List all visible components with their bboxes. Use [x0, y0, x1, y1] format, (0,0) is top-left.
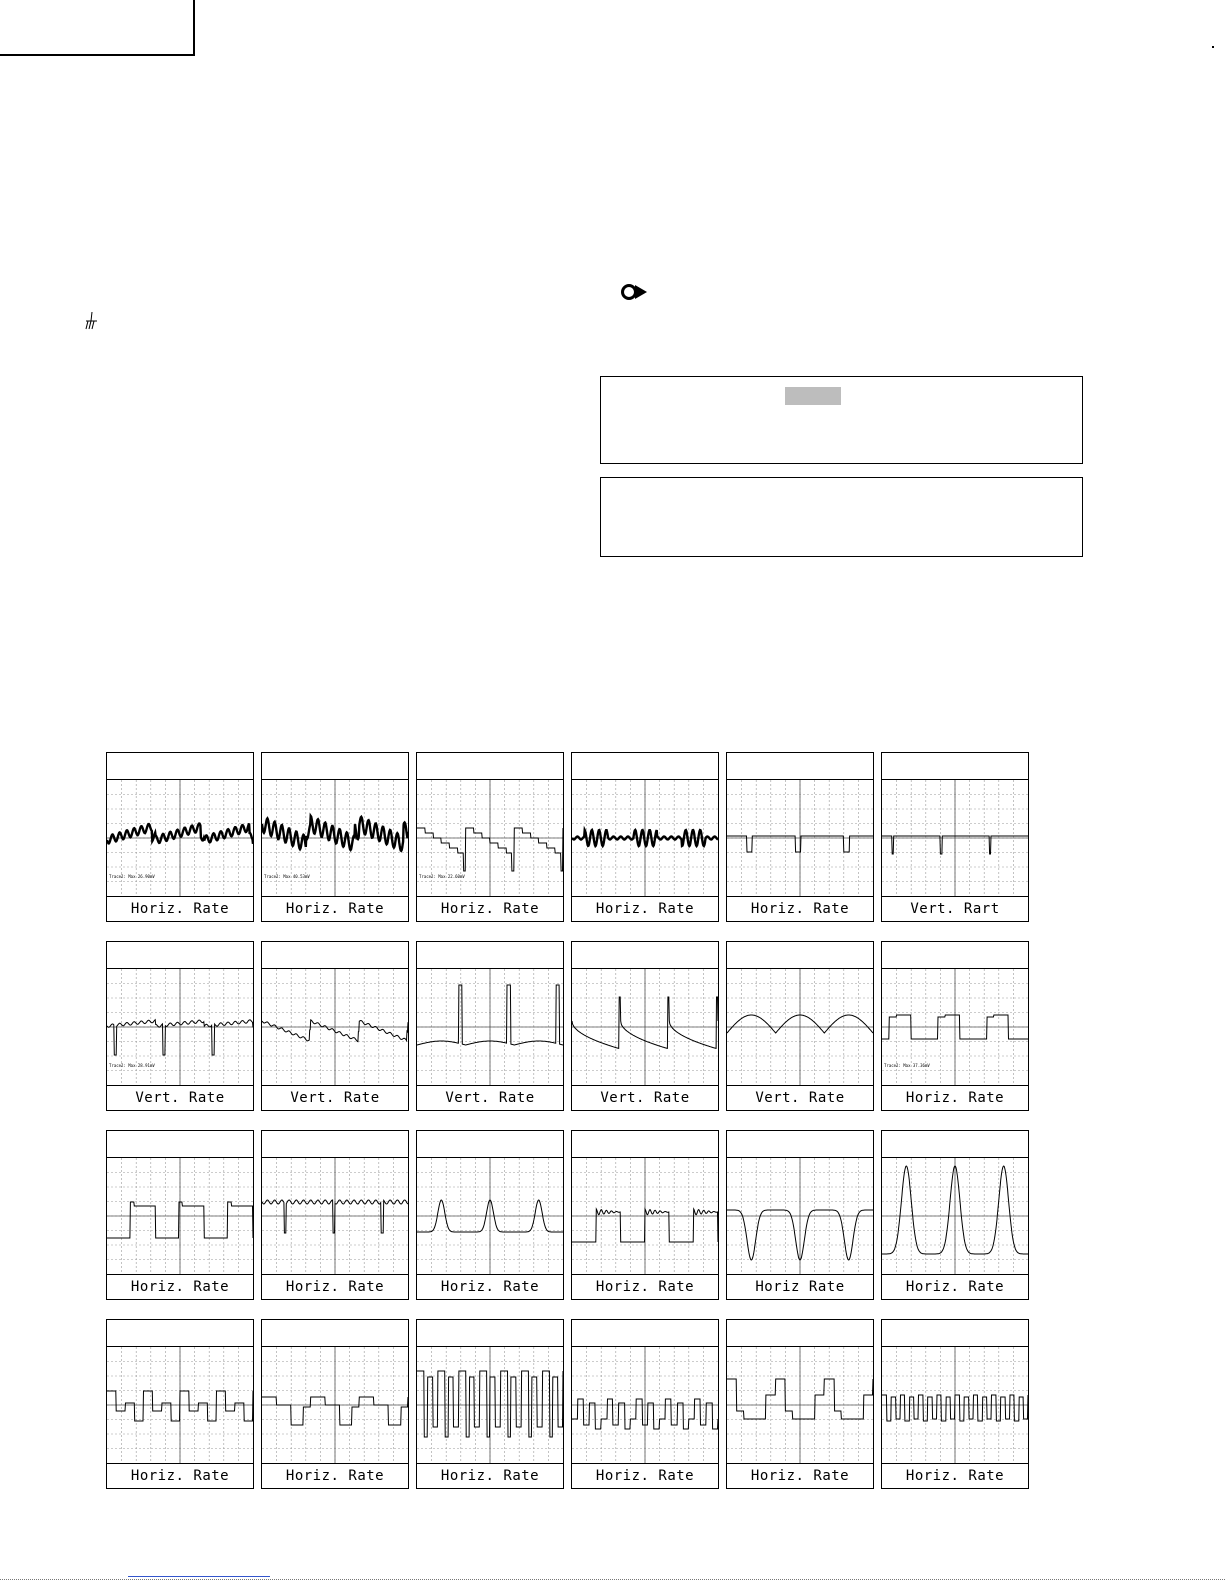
waveform-plot	[882, 969, 1028, 1085]
waveform-panel	[106, 1319, 254, 1489]
waveform-caption: Vert. Rate	[262, 1085, 408, 1110]
waveform-header	[417, 1320, 563, 1347]
waveform-plot	[572, 969, 718, 1085]
waveform-screen	[572, 780, 718, 896]
waveform-plot	[727, 780, 873, 896]
waveform-panel	[416, 752, 564, 922]
waveform-header	[882, 942, 1028, 969]
footer-link-rule	[128, 1576, 270, 1577]
waveform-plot	[262, 780, 408, 896]
waveform-panel	[571, 752, 719, 922]
waveform-panel	[881, 752, 1029, 922]
waveform-caption: Vert. Rate	[417, 1085, 563, 1110]
waveform-screen	[727, 969, 873, 1085]
waveform-screen	[417, 780, 563, 896]
waveform-caption: Horiz. Rate	[572, 1463, 718, 1488]
waveform-panel	[571, 941, 719, 1111]
waveform-screen	[107, 1347, 253, 1463]
waveform-panel	[261, 1319, 409, 1489]
waveform-header	[262, 753, 408, 780]
page-corner-box	[0, 0, 195, 56]
waveform-plot	[107, 1158, 253, 1274]
waveform-panel	[571, 1319, 719, 1489]
waveform-screen	[107, 1158, 253, 1274]
waveform-plot	[417, 1158, 563, 1274]
waveform-plot	[727, 1347, 873, 1463]
waveform-panel	[571, 1130, 719, 1300]
waveform-header	[572, 753, 718, 780]
waveform-panel	[726, 1319, 874, 1489]
waveform-plot	[727, 1158, 873, 1274]
waveform-caption: Horiz. Rate	[882, 1274, 1028, 1299]
waveform-caption: Horiz. Rate	[572, 1274, 718, 1299]
waveform-caption: Horiz. Rate	[262, 1463, 408, 1488]
waveform-caption: Horiz. Rate	[107, 896, 253, 921]
waveform-panel	[416, 1130, 564, 1300]
waveform-plot	[417, 969, 563, 1085]
waveform-screen	[262, 1158, 408, 1274]
waveform-header	[727, 753, 873, 780]
waveform-caption: Horiz. Rate	[417, 1274, 563, 1299]
info-box-bottom	[600, 477, 1083, 557]
edge-mark	[1212, 46, 1214, 48]
waveform-panel	[106, 1130, 254, 1300]
waveform-header	[727, 1320, 873, 1347]
waveform-panel	[106, 941, 254, 1111]
waveform-panel	[416, 1319, 564, 1489]
waveform-readout: Trace2: Max 26.90mV	[109, 874, 155, 879]
waveform-caption: Vert. Rart	[882, 896, 1028, 921]
waveform-panel	[261, 1130, 409, 1300]
test-point-icon	[620, 282, 652, 306]
footer-rule	[0, 1579, 1225, 1580]
waveform-plot	[572, 780, 718, 896]
waveform-plot	[262, 969, 408, 1085]
info-box-tab	[785, 387, 841, 405]
waveform-readout: Trace2: Max 28.91mV	[109, 1063, 155, 1068]
waveform-plot	[107, 969, 253, 1085]
waveform-plot	[572, 1158, 718, 1274]
waveform-plot	[417, 780, 563, 896]
waveform-header	[417, 1131, 563, 1158]
waveform-plot	[882, 1347, 1028, 1463]
waveform-screen	[572, 1347, 718, 1463]
ground-symbol-icon	[84, 312, 98, 338]
waveform-caption: Horiz. Rate	[262, 1274, 408, 1299]
waveform-caption: Vert. Rate	[727, 1085, 873, 1110]
waveform-screen	[417, 969, 563, 1085]
waveform-screen	[882, 780, 1028, 896]
waveform-trace	[262, 1200, 408, 1233]
waveform-panel	[261, 752, 409, 922]
waveform-caption: Horiz. Rate	[882, 1463, 1028, 1488]
waveform-trace	[417, 1371, 563, 1437]
waveform-caption: Horiz. Rate	[262, 896, 408, 921]
waveform-screen	[882, 1158, 1028, 1274]
waveform-caption: Horiz Rate	[727, 1274, 873, 1299]
waveform-header	[262, 942, 408, 969]
waveform-panel	[881, 941, 1029, 1111]
waveform-screen	[572, 969, 718, 1085]
waveform-screen	[882, 969, 1028, 1085]
waveform-screen	[572, 1158, 718, 1274]
waveform-caption: Horiz. Rate	[572, 896, 718, 921]
waveform-header	[417, 942, 563, 969]
waveform-readout: Trace2: Max 40.53mV	[264, 874, 310, 879]
waveform-panel	[726, 752, 874, 922]
waveform-plot	[107, 1347, 253, 1463]
waveform-plot	[262, 1158, 408, 1274]
waveform-trace	[572, 1209, 718, 1242]
waveform-plot	[572, 1347, 718, 1463]
waveform-panel	[106, 752, 254, 922]
waveform-plot	[882, 780, 1028, 896]
waveform-header	[107, 1320, 253, 1347]
waveform-plot	[262, 1347, 408, 1463]
waveform-caption: Vert. Rate	[107, 1085, 253, 1110]
info-box-top	[600, 376, 1083, 464]
waveform-screen	[727, 780, 873, 896]
waveform-panel	[726, 941, 874, 1111]
waveform-screen	[262, 1347, 408, 1463]
waveform-caption: Horiz. Rate	[107, 1274, 253, 1299]
waveform-header	[107, 753, 253, 780]
waveform-header	[262, 1320, 408, 1347]
waveform-screen	[262, 780, 408, 896]
waveform-caption: Horiz. Rate	[417, 1463, 563, 1488]
waveform-caption: Horiz. Rate	[417, 896, 563, 921]
waveform-header	[727, 1131, 873, 1158]
waveform-header	[572, 1320, 718, 1347]
waveform-panel	[261, 941, 409, 1111]
waveform-trace	[107, 1391, 253, 1421]
waveform-screen	[417, 1347, 563, 1463]
waveform-screen	[727, 1158, 873, 1274]
waveform-screen	[107, 969, 253, 1085]
waveform-screen	[417, 1158, 563, 1274]
waveform-panel	[881, 1130, 1029, 1300]
waveform-caption: Vert. Rate	[572, 1085, 718, 1110]
waveform-header	[417, 753, 563, 780]
waveform-plot	[727, 969, 873, 1085]
waveform-header	[727, 942, 873, 969]
waveform-screen	[262, 969, 408, 1085]
waveform-plot	[107, 780, 253, 896]
waveform-caption: Horiz. Rate	[727, 896, 873, 921]
waveform-header	[572, 1131, 718, 1158]
waveform-header	[572, 942, 718, 969]
waveform-panel	[416, 941, 564, 1111]
waveform-panel	[881, 1319, 1029, 1489]
waveform-caption: Horiz. Rate	[107, 1463, 253, 1488]
waveform-header	[107, 942, 253, 969]
waveform-screen	[882, 1347, 1028, 1463]
waveform-panel	[726, 1130, 874, 1300]
waveform-readout: Trace2: Max 37.36mV	[884, 1063, 930, 1068]
waveform-caption: Horiz. Rate	[727, 1463, 873, 1488]
waveform-header	[882, 753, 1028, 780]
waveform-trace	[882, 1395, 1028, 1421]
waveform-header	[882, 1131, 1028, 1158]
waveform-header	[882, 1320, 1028, 1347]
waveform-header	[107, 1131, 253, 1158]
waveform-readout: Trace2: Max 22.60mV	[419, 874, 465, 879]
waveform-screen	[727, 1347, 873, 1463]
waveform-plot	[882, 1158, 1028, 1274]
waveform-screen	[107, 780, 253, 896]
waveform-caption: Horiz. Rate	[882, 1085, 1028, 1110]
waveform-header	[262, 1131, 408, 1158]
waveform-plot	[417, 1347, 563, 1463]
